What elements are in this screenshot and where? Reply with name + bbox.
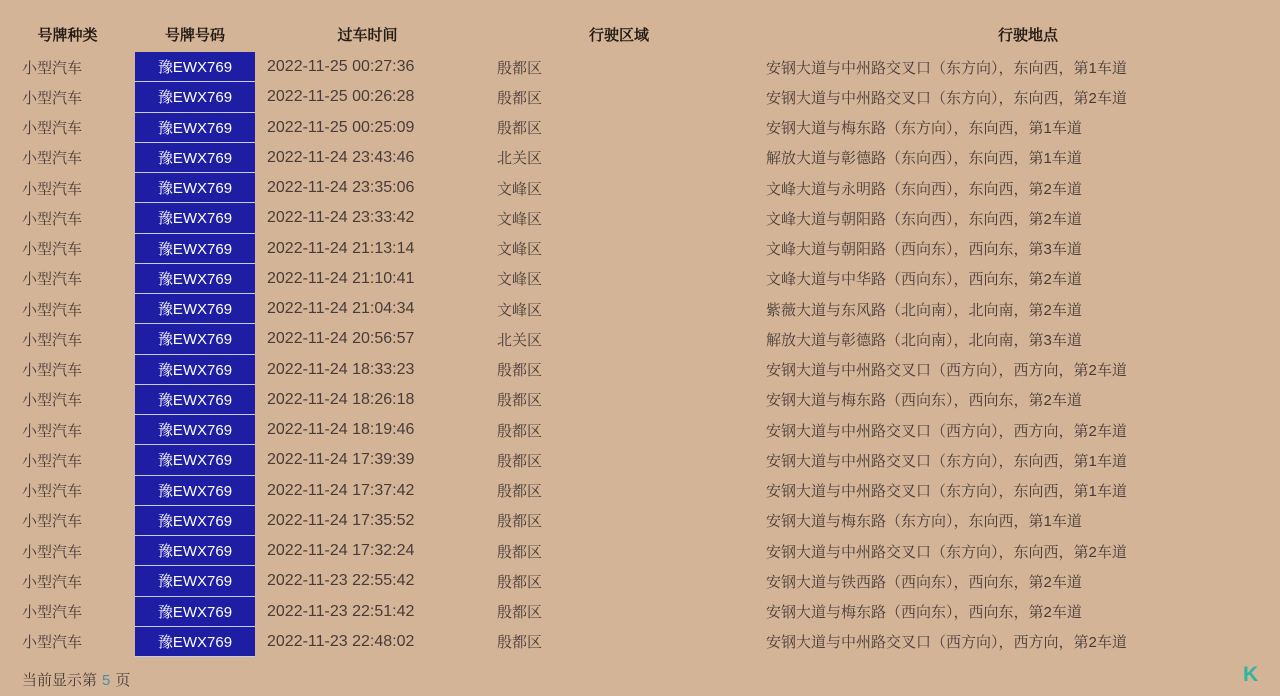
location-cell: 安钢大道与中州路交叉口（东方向），东向西，第2车道 <box>766 543 1127 561</box>
column-header-driving-district: 行驶区域 <box>588 27 649 44</box>
column-header-pass-time: 过车时间 <box>337 27 398 44</box>
location-cell: 安钢大道与中州路交叉口（东方向），东向西，第1车道 <box>766 59 1127 77</box>
location-cell: 解放大道与彰德路（东向西），东向西，第1车道 <box>766 150 1082 168</box>
pass-time-cell: 2022-11-23 22:48:02 <box>267 632 415 650</box>
pass-time-cell: 2022-11-24 23:33:42 <box>267 209 415 227</box>
table-row <box>0 173 1280 203</box>
pass-time-cell: 2022-11-24 17:32:24 <box>267 542 415 560</box>
plate-type-cell: 小型汽车 <box>22 392 83 410</box>
plate-number-badge: 豫EWX769 <box>135 82 255 112</box>
location-cell: 安钢大道与梅东路（西向东），西向东，第2车道 <box>766 604 1082 622</box>
plate-number-badge: 豫EWX769 <box>135 506 255 536</box>
district-cell: 文峰区 <box>497 241 543 259</box>
pass-time-cell: 2022-11-24 23:43:46 <box>267 148 415 166</box>
pass-time-cell: 2022-11-23 22:55:42 <box>267 572 415 590</box>
district-cell: 殷都区 <box>497 392 543 410</box>
pass-time-cell: 2022-11-24 23:35:06 <box>267 179 415 197</box>
district-cell: 殷都区 <box>497 634 543 652</box>
plate-type-cell: 小型汽车 <box>22 301 83 319</box>
district-cell: 殷都区 <box>497 573 543 591</box>
pass-time-cell: 2022-11-24 21:04:34 <box>267 300 415 318</box>
table-body <box>0 52 1280 657</box>
plate-number-badge: 豫EWX769 <box>135 324 255 354</box>
plate-type-cell: 小型汽车 <box>22 452 83 470</box>
plate-type-cell: 小型汽车 <box>22 513 83 531</box>
plate-type-cell: 小型汽车 <box>22 604 83 622</box>
table-header-row <box>0 24 1280 45</box>
table-row <box>0 324 1280 354</box>
plate-number-badge: 豫EWX769 <box>135 203 255 233</box>
plate-type-cell: 小型汽车 <box>22 362 83 380</box>
plate-number-badge: 豫EWX769 <box>135 173 255 203</box>
plate-type-cell: 小型汽车 <box>22 150 83 168</box>
plate-number-badge: 豫EWX769 <box>135 415 255 445</box>
plate-type-cell: 小型汽车 <box>22 59 83 77</box>
pagination-suffix: 页 <box>115 672 131 689</box>
plate-type-cell: 小型汽车 <box>22 271 83 289</box>
plate-type-cell: 小型汽车 <box>22 241 83 259</box>
plate-type-cell: 小型汽车 <box>22 573 83 591</box>
location-cell: 安钢大道与中州路交叉口（西方向），西方向，第2车道 <box>766 362 1127 380</box>
plate-number-badge: 豫EWX769 <box>135 536 255 566</box>
pagination-status <box>22 669 130 690</box>
plate-type-cell: 小型汽车 <box>22 120 83 138</box>
table-row <box>0 445 1280 475</box>
table-row <box>0 82 1280 112</box>
table-row <box>0 627 1280 657</box>
pass-time-cell: 2022-11-23 22:51:42 <box>267 602 415 620</box>
plate-number-badge: 豫EWX769 <box>135 234 255 264</box>
location-cell: 安钢大道与中州路交叉口（东方向），东向西，第1车道 <box>766 452 1127 470</box>
district-cell: 殷都区 <box>497 422 543 440</box>
table-row <box>0 234 1280 264</box>
location-cell: 文峰大道与朝阳路（西向东），西向东，第3车道 <box>766 241 1082 259</box>
pass-time-cell: 2022-11-24 18:33:23 <box>267 360 415 378</box>
pass-time-cell: 2022-11-24 17:35:52 <box>267 511 415 529</box>
table-row <box>0 385 1280 415</box>
district-cell: 北关区 <box>497 331 543 349</box>
district-cell: 北关区 <box>497 150 543 168</box>
plate-type-cell: 小型汽车 <box>22 634 83 652</box>
location-cell: 安钢大道与梅东路（东方向），东向西，第1车道 <box>766 513 1082 531</box>
plate-number-badge: 豫EWX769 <box>135 445 255 475</box>
location-cell: 安钢大道与中州路交叉口（东方向），东向西，第1车道 <box>766 483 1127 501</box>
location-cell: 文峰大道与中华路（西向东），西向东，第2车道 <box>766 271 1082 289</box>
plate-type-cell: 小型汽车 <box>22 331 83 349</box>
district-cell: 文峰区 <box>497 271 543 289</box>
district-cell: 文峰区 <box>497 180 543 198</box>
plate-number-badge: 豫EWX769 <box>135 627 255 657</box>
district-cell: 殷都区 <box>497 543 543 561</box>
pass-time-cell: 2022-11-24 21:10:41 <box>267 269 415 287</box>
current-page-number: 5 <box>102 672 111 689</box>
plate-number-badge: 豫EWX769 <box>135 597 255 627</box>
plate-type-cell: 小型汽车 <box>22 483 83 501</box>
pass-time-cell: 2022-11-25 00:27:36 <box>267 58 415 76</box>
location-cell: 安钢大道与梅东路（西向东），西向东，第2车道 <box>766 392 1082 410</box>
pass-time-cell: 2022-11-24 18:19:46 <box>267 421 415 439</box>
table-row <box>0 355 1280 385</box>
district-cell: 文峰区 <box>497 210 543 228</box>
district-cell: 殷都区 <box>497 362 543 380</box>
plate-number-badge: 豫EWX769 <box>135 52 255 82</box>
pass-time-cell: 2022-11-25 00:25:09 <box>267 118 415 136</box>
table-row <box>0 113 1280 143</box>
table-row <box>0 476 1280 506</box>
table-row <box>0 294 1280 324</box>
pass-time-cell: 2022-11-24 18:26:18 <box>267 390 415 408</box>
table-row <box>0 415 1280 445</box>
table-row <box>0 203 1280 233</box>
plate-number-badge: 豫EWX769 <box>135 113 255 143</box>
plate-number-badge: 豫EWX769 <box>135 143 255 173</box>
plate-number-badge: 豫EWX769 <box>135 385 255 415</box>
plate-type-cell: 小型汽车 <box>22 210 83 228</box>
plate-type-cell: 小型汽车 <box>22 422 83 440</box>
table-row <box>0 506 1280 536</box>
plate-number-badge: 豫EWX769 <box>135 566 255 596</box>
pass-time-cell: 2022-11-24 17:39:39 <box>267 451 415 469</box>
table-row <box>0 52 1280 82</box>
column-header-plate-number: 号牌号码 <box>164 27 225 44</box>
location-cell: 紫薇大道与东风路（北向南），北向南，第2车道 <box>766 301 1082 319</box>
district-cell: 殷都区 <box>497 604 543 622</box>
location-cell: 文峰大道与永明路（东向西），东向西，第2车道 <box>766 180 1082 198</box>
pass-time-cell: 2022-11-24 21:13:14 <box>267 239 415 257</box>
column-header-plate-type: 号牌种类 <box>37 27 98 44</box>
plate-number-badge: 豫EWX769 <box>135 294 255 324</box>
district-cell: 殷都区 <box>497 59 543 77</box>
location-cell: 文峰大道与朝阳路（东向西），东向西，第2车道 <box>766 210 1082 228</box>
table-row <box>0 536 1280 566</box>
watermark-k-logo: K <box>1243 663 1259 686</box>
table-row <box>0 264 1280 294</box>
district-cell: 殷都区 <box>497 483 543 501</box>
plate-type-cell: 小型汽车 <box>22 89 83 107</box>
location-cell: 解放大道与彰德路（北向南），北向南，第3车道 <box>766 331 1082 349</box>
district-cell: 殷都区 <box>497 513 543 531</box>
location-cell: 安钢大道与中州路交叉口（西方向），西方向，第2车道 <box>766 422 1127 440</box>
district-cell: 殷都区 <box>497 89 543 107</box>
pass-time-cell: 2022-11-25 00:26:28 <box>267 88 415 106</box>
plate-number-badge: 豫EWX769 <box>135 476 255 506</box>
column-header-driving-location: 行驶地点 <box>997 27 1058 44</box>
plate-number-badge: 豫EWX769 <box>135 355 255 385</box>
pass-time-cell: 2022-11-24 20:56:57 <box>267 330 415 348</box>
table-row <box>0 566 1280 596</box>
table-row <box>0 597 1280 627</box>
plate-type-cell: 小型汽车 <box>22 543 83 561</box>
location-cell: 安钢大道与中州路交叉口（西方向），西方向，第2车道 <box>766 634 1127 652</box>
location-cell: 安钢大道与中州路交叉口（东方向），东向西，第2车道 <box>766 89 1127 107</box>
plate-number-badge: 豫EWX769 <box>135 264 255 294</box>
pagination-prefix: 当前显示第 <box>22 672 98 689</box>
table-row <box>0 143 1280 173</box>
location-cell: 安钢大道与铁西路（西向东），西向东，第2车道 <box>766 573 1082 591</box>
pass-time-cell: 2022-11-24 17:37:42 <box>267 481 415 499</box>
district-cell: 文峰区 <box>497 301 543 319</box>
district-cell: 殷都区 <box>497 120 543 138</box>
district-cell: 殷都区 <box>497 452 543 470</box>
plate-type-cell: 小型汽车 <box>22 180 83 198</box>
location-cell: 安钢大道与梅东路（东方向），东向西，第1车道 <box>766 120 1082 138</box>
